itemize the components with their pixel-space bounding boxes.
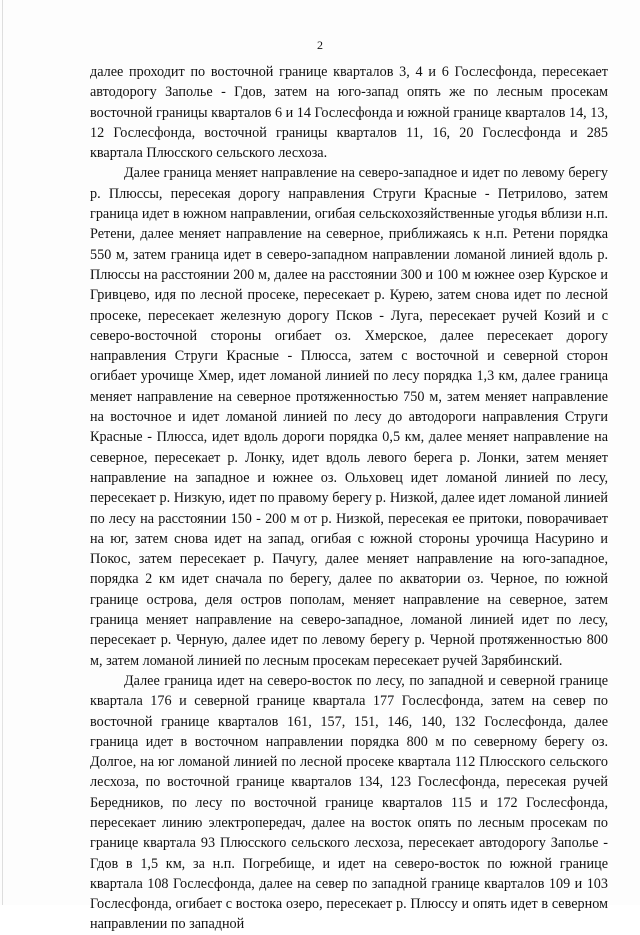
- scan-edge: [2, 0, 3, 905]
- paragraph-2: Далее граница меняет направление на северо-западное и идет по левому берегу р. Плюссы, пересекая дорогу направления Струги Красные - Петрилово, затем граница идет в южном направлении, огибая сельскохозяйственные угодья вблизи н.п. Ретени, далее меняет направление на северное, приближаясь к н.п. Ретени порядка 550 м, затем граница идет в северо-западном направлении ломаной линией вдоль р. Плюссы на расстоянии 200 м, далее на расстоянии 300 и 100 м южнее озер Курское и Гривцево, идя по лесной просеке, пересекает р. Курею, затем снова идет по лесной просеке, пересекает железную дорогу Псков - Луга, пересекает ручей Козий и с северо-восточной стороны огибает оз. Хмерское, далее пересекает дорогу направления Струги Красные - Плюсса, затем с восточной и северной сторон огибает урочище Хмер, идет ломаной линией по лесу порядка 1,3 км, далее граница меняет направление на северное протяженностью 750 м, затем меняет направление на восточное и идет ломаной линией по лесу до автодороги направления Струги Красные - Плюсса, идет вдоль дороги порядка 0,5 км, далее меняет направление на северное, пересекает р. Лонку, идет вдоль левого берега р. Лонки, затем меняет направление на западное и южнее оз. Ольховец идет ломаной линией по лесу, пересекает р. Низкую, идет по правому берегу р. Низкой, далее идет ломаной линией по лесу на расстоянии 150 - 200 м от р. Низкой, пересекая ее притоки, поворачивает на юг, затем снова идет на запад, огибая с южной стороны урочища Насурино и Покос, затем пересекает р. Пачугу, далее меняет направление на юго-западное, порядка 2 км идет сначала по берегу, далее по акватории оз. Черное, по южной границе острова, деля остров пополам, меняет направление на северное, затем граница меняет направление на северо-западное, ломаной линией идет по лесу, пересекает р. Черную, далее идет по левому берегу р. Черной протяженностью 800 м, затем ломаной линией по лесным просекам пересекает ручей Зарябинский.: [90, 165, 608, 669]
- document-body: [90, 62, 608, 935]
- paragraph-1: далее проходит по восточной границе кварталов 3, 4 и 6 Гослесфонда, пересекает автодорогу Заполье - Гдов, затем на юго-запад опять же по лесным просекам восточной границы кварталов 6 и 14 Гослесфонда и южной границе кварталов 14, 13, 12 Гослесфонда, восточной границы кварталов 11, 16, 20 Гослесфонда и 285 квартала Плюсского сельского лесхоза.: [90, 64, 608, 162]
- page-number: 2: [317, 38, 323, 52]
- paragraph-3: Далее граница идет на северо-восток по лесу, по западной и северной границе квартала 176 и северной границе квартала 177 Гослесфонда, затем на север по восточной границе кварталов 161, 157, 151, 146, 140, 132 Гослесфонда, далее граница идет в восточном направлении порядка 800 м по северному берегу оз. Долгое, на юг ломаной линией по лесной просеке квартала 112 Плюсского сельского лесхоза, по восточной границе кварталов 134, 123 Гослесфонда, пересекая ручей Бередников, по лесу по восточной границе кварталов 115 и 172 Гослесфонда, пересекает линию электропередач, далее на восток опять по лесным просекам по границе квартала 93 Плюсского сельского лесхоза, пересекает автодорогу Заполье - Гдов в 1,5 км, за н.п. Погребище, и идет на северо-восток по южной границе квартала 108 Гослесфонда, далее на север по западной границе кварталов 109 и 103 Гослесфонда, огибает с востока озеро, пересекает р. Плюссу и опять идет в северном направлении по западной: [90, 672, 608, 933]
